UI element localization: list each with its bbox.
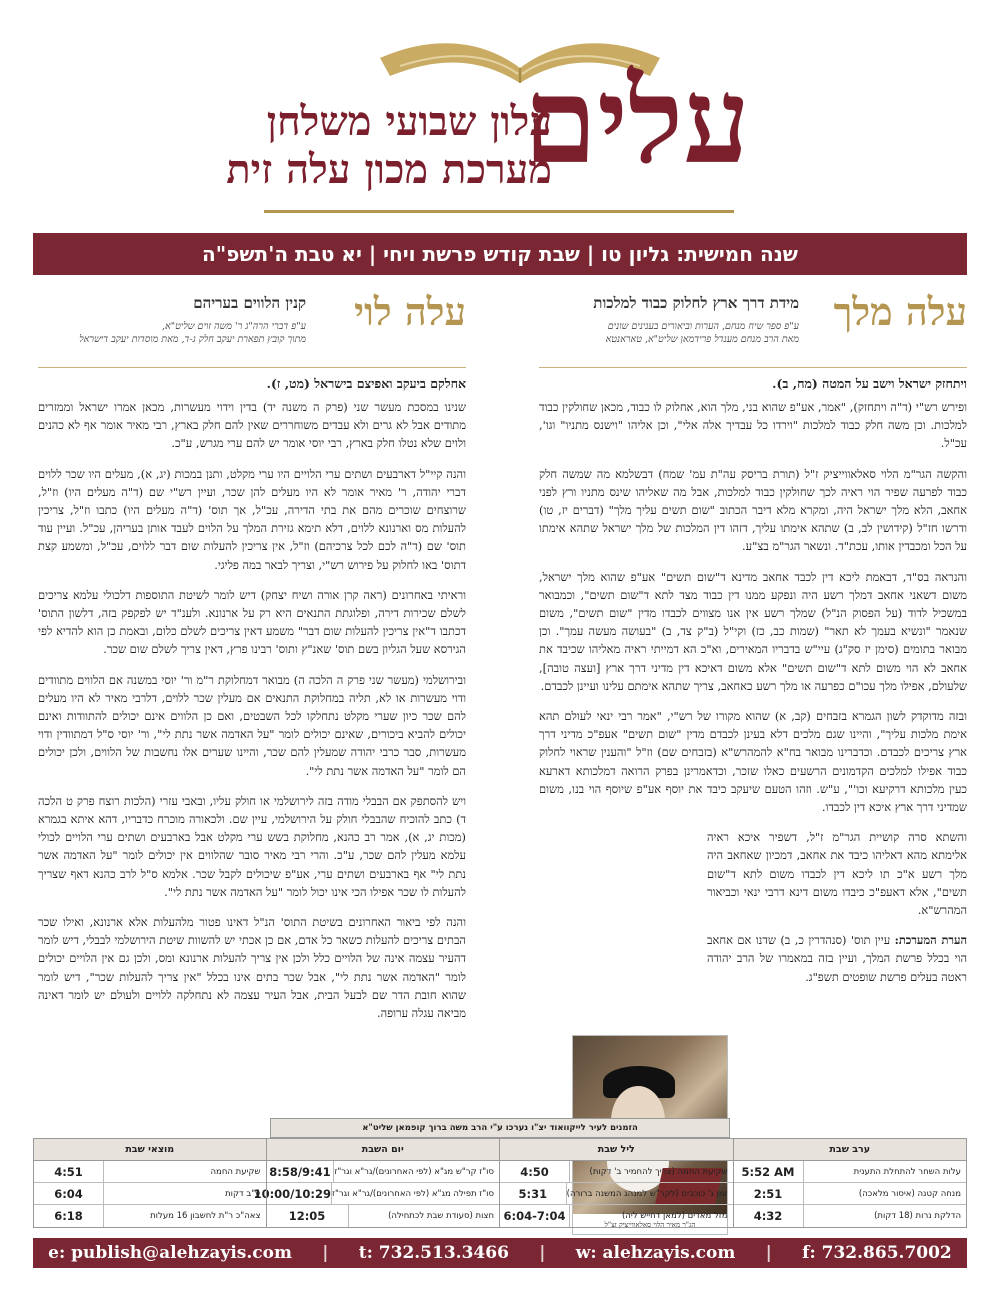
editor-note [707,931,967,986]
zmanim-column-motzei-shabbos [33,1138,267,1228]
fax-number: f: 732.865.7002 [802,1243,952,1263]
issue-banner: שנה חמישית: גליון טו | שבת קודש פרשת ויחי | יא טבת ה'תשפ"ה [33,233,967,275]
zmanim-table [33,1118,967,1228]
editor-note-label: הערת המערכת: [894,933,967,948]
portrait-caption: הג"ר מאיר הלוי סאלאווייציק זצ"ל [604,1221,696,1229]
article-verse: אחלקם ביעקב ואפיצם בישראל (מט, ז). [266,376,466,391]
website-link[interactable]: w: alehzayis.com [575,1243,736,1263]
zman-time: 10:00/10:29 [254,1183,332,1204]
zman-time: 12:05 [267,1205,349,1227]
table-row [734,1161,967,1183]
email-link[interactable]: e: publish@alehzayis.com [48,1243,292,1263]
article-verse: ויתחזק ישראל וישב על המטה (מח, ב). [772,376,967,391]
paragraph: והשתא סרה קושיית הגר"מ ז"ל, דשפיר איכא ראיה אלימתא מהא דאליהו כיבד את אחאב, דמכיון שאחאב היה מלך רשע א"כ תו ליכא דין לכבדו משום לתא ד"שום תשים", אלא דאעפ"כ כיבדו משום דינא דרבי ינאי וכביאור המהרש"א. [707,830,967,918]
logo-divider [264,210,734,213]
article-source-line1: ע"פ דברי הרה"ג ר' משה זוים שליט"א, [162,321,306,332]
paragraph: שנינו במסכת מעשר שני (פרק ה משנה יד) בדין וידוי מעשרות, מכאן אמרו ישראל וממזרים מתודים אבל לא גרים ולא עבדים משוחררים שאין להם חלק בארץ, רבי מאיר אומר אף לא כהנים ולוים שלא נטלו חלק בארץ, רבי יוסי אומר יש להם ערי מגרש, ע"כ. [38,400,466,451]
footer-separator: | [765,1243,772,1263]
zman-time: 4:51 [34,1161,104,1182]
paragraph: והקשה הגר"מ הלוי סאלאווייציק ז"ל (תורת בריסק עה"ת עמ' שמח) דבשלמא מה שמשה חלק כבוד לפרעה שפיר הוי ראיה לכך שחולקין כבוד למלכות, אבל מה שאליהו שינס מתניו ורץ לפני אחאב, הלא מלך ישראל היה, ומקרא מלא דיבר הכתוב "שום תשים עליך מלך" (דברים יז, טו) ודרשו חז"ל (קידושין לב, ב) שתהא אימתו עליך, דזהו דין המלכות של מלך ישראל שתהא אימתו על הכל ומכבדין אותו, עכת"ד. ונשאר הגר"מ בצ"ע. [539,466,967,554]
paragraph: והנה קיי"ל דארבעים ושתים ערי הלויים היו ערי מקלט, ותנן במכות (יג, א), מעלים היו שכר ללוים דברי יהודה, ר' מאיר אומר לא היו מעלים להן שכר, ועיין רש"י שם (ד"ה מעלים היו) וז"ל, שרוצחים שוכרים מהם את בתי הדירה, עכ"ל, אך תוס' (ד"ה מעלים היו) כתבו וז"ל, צריכין להעלות מס וארנונא ללוים, דלא תימא גזירת המלך על הלוים לעבד אותן בעריהן, עכ"ל. ועיין עוד תוס' שם (ד"ה לכם לכל צרכיהם) וז"ל, אין צריכין להעלות שום דבר ללוים, עכ"ל, ומשמע קצת דתוס' באו לחלוק על פירוש רש"י, וצריך לבאר במה פליגי. [38,466,466,572]
paragraph: והנה לפי ביאור האחרונים בשיטת התוס' הנ"ל דאינו פטור מלהעלות אלא ארנונא, ואילו שכר הבתים צריכים להעלות כשאר כל אדם, אם כן אכתי יש להשוות שיטת הירושלמי לבבלי, דיש לומר דהעיר עצמה אינה של הלויים כלל ולכן אין צריך להעלות ארנונא ומס, ולכן גם אין הלויים יכולים לומר "האדמה אשר נתת לי", אבל שכר בתים אינו בכלל "אין צריך להעלות שכר", דיש לומר שהוא חובת הדר שם לבעל הבית, אבל העיר עצמה לא נתחלקה ללויים ולעולם יש לומר דאינה מביאה עגלה ערופה. [38,915,466,1021]
zman-time: 4:50 [500,1161,570,1182]
footer-separator: | [539,1243,546,1263]
zman-label: הדלקת נרות (18 דקות) [874,1211,961,1221]
article-header [38,290,466,368]
zman-label: סו"ז תפילה מג"א (לפי האחרונים)/גר"א וגר"ז [332,1189,494,1199]
table-row [34,1161,266,1183]
zman-time: 5:31 [500,1183,567,1204]
zmanim-column-title: יום השבת [267,1139,500,1161]
zman-label: שקיעת החמה [210,1167,261,1177]
zman-time: 2:51 [734,1183,804,1204]
zman-label: ע"ב דקות [225,1189,261,1199]
table-row [734,1183,967,1205]
footer-separator: | [322,1243,329,1263]
table-row [500,1161,733,1183]
zman-label: מנחה קטנה (איסור מלאכה) [858,1189,961,1199]
zmanim-column-title: ערב שבת [734,1139,967,1161]
phone-number[interactable]: t: 732.513.3466 [358,1243,509,1263]
zmanim-column-yom-shabbos [253,1138,501,1228]
tagline-weekly: עלון שבועי משלחן [266,98,552,145]
table-row [267,1205,500,1227]
paragraph: ופירש רש"י (ד"ה ויתחזק), "אמר, אע"פ שהוא בני, מלך הוא, אחלוק לו כבוד, מכאן שחולקין כבוד למלכות. וכן משה חלק כבוד למלכות "וירדו כל עבדיך אלה אלי", וכן אליהו "וישנס מתניו" וגו', עכ"ל. [539,400,967,451]
zman-time: 8:58/9:41 [267,1161,335,1182]
zmanim-column-erev-shabbos [734,1138,968,1228]
section-logo: עלה לוי [354,289,466,334]
tagline-publisher: מערכת מכון עלה זית [226,146,552,193]
table-row [34,1183,266,1205]
article-source [79,320,306,346]
zmanim-column-leil-shabbos [500,1138,734,1228]
logo-title: עלים [523,51,750,190]
zman-label: מזל מאדים (למאן דחייש ליה) [621,1211,728,1221]
zmanim-column-title: מוצאי שבת [34,1139,266,1161]
masthead [0,0,1000,225]
zman-time: 6:18 [34,1205,104,1227]
article-source-line2: מאת הרב מנחם מענדל פרידמאן שליט"א, טאראנטא [605,334,799,345]
article-title: קנין הלווים בעריהם [193,294,306,312]
zman-label: שקיעת החמה (צריך להחמיר ב' דקות) [589,1167,728,1177]
zman-time: 4:32 [734,1205,804,1227]
zmanim-header: הזמנים לעיר לייקוואוד יצ"ו נערכו ע"י הרב משה ברוך קופמאן שליט"א [270,1118,730,1138]
article-title: מידת דרך ארץ לחלוק כבוד למלכות [593,294,799,312]
zman-time: 6:04 [34,1183,104,1204]
article-header [539,290,967,368]
zman-label: סו"ז קר"ש מג"א (לפי האחרונים)/גר"א וגר"ז [334,1167,494,1177]
table-row [34,1205,266,1227]
paragraph: ויש להסתפק אם הבבלי מודה בזה לירושלמי או חולק עליו, ובאבי עזרי (הלכות רוצח פרק ט הלכה ד) כתב להוכיח שהבבלי חולק על הירושלמי, עיין שם. ולכאורה מוכרח כדבריו, דהא איתא בגמרא (מכות יג, א), אמר רב כהנא, מחלוקת בשש ערי מקלט אבל בארבעים ושתים ערי הלויים לכולי עלמא מעלין להם שכר, ע"כ. והרי רבי מאיר סובר שהלווים אין יכולים לומר "על האדמה אשר נתת לי" אף בארבעים ושתים ערי, אע"פ שיכולים לקבל שכר. אלמא ס"ל לרב כהנא דאף שצריך להעלות לו שכר אפילו הכי אינו יכול לומר "על האדמה אשר נתת לי". [38,793,466,899]
zman-label: חצות (סעודת שבת לכתחילה) [388,1211,494,1221]
table-row [734,1205,967,1227]
article-aleh-levi [38,290,466,1034]
editor-note-text: עיין תוס' (סנהדרין כ, ב) שדנו אם אחאב הוי בכלל פרשת המלך, ועיין בזה במאמרו של הרב יהודה ראטה בעלים פרשת שופטים תשפ"ג. [707,933,967,984]
article-source [606,320,799,346]
section-logo: עלה מלך [833,289,967,334]
zman-label: זמן ג' כוכבים (לקר"ש למנהג המשנה ברורה) [566,1189,728,1199]
contact-footer [33,1238,967,1268]
table-row [500,1205,733,1227]
article-source-line1: ע"פ ספר שיח מנחם, הערות וביאורים בענינים שונים [607,321,799,332]
paragraph: וראיתי באחרונים (ראה קרן אורה ושיח יצחק) דיש לומר לשיטת התוספות דלכולי עלמא צריכים לשלם שכירות דירה, ופלוגתת התנאים היא רק על ארנונא. ולענ"ד יש לפקפק בזה, דלשון התוס' דכתבו ד"אין צריכין להעלות שום דבר" משמע דאין צריכים לשלם כלום, ובאמת כן הוא להדיא לפי הגירסא שעל הגליון בשם תוס' שאנ"ץ ותוס' רבינו פרץ, דאין צריך לשלם שום שכר. [38,587,466,657]
article-source-line2: מתוך קובץ תפארת יעקב חלק ג-ד, מאת מוסדות יעקב דישראל [79,334,306,345]
zmanim-column-title: ליל שבת [500,1139,733,1161]
paragraph: והנראה בס"ד, דבאמת ליכא דין לכבד אחאב מדינא ד"שום תשים" אע"פ שהוא מלך ישראל, משום דשאני אחאב דמלך רשע היה ונפקע ממנו דין כבוד מצד לתא ד"שום תשים", וכמבואר במשכיל לדוד (על הפסוק הנ"ל) שמלך רשע אין אנו מצווים לכבדו מדין "שום תשים", משום שנאמר "ונשיא בעמך לא תאר" (שמות כב, כז) וקי"ל (ב"ק צד, ב) "בעושה מעשה עמך". וכן מבואר בתומים (סימן יז סק"ג) עיי"ש בדבריו המאירים, וא"כ הא דמייתי ראיה מאליהו שכיבד את אחאב לא הוי משום לתא ד"שום תשים" אלא משום דאיכא דין מדיני דרך ארץ [ועצה טובה], שלעולם, אפילו מלך עכו"ם כפרעה או מלך רשע כאחאב, צריך שתהא אימתם עלינו ועיינן לכבדם. [539,569,967,693]
table-row [253,1183,500,1205]
zmanim-columns [33,1138,967,1228]
paragraph: ובזה מדוקדק לשון הגמרא בזבחים (קב, א) שהוא מקורו של רש"י, "אמר רבי ינאי לעולם תהא אימת מלכות עליך", והיינו שגם מלכים דלא בעינן לכבדם מדין "שום תשים" אעפ"כ מדיני דרך ארץ צריכים לכבדם. וכדברינו מבואר בח"א להמהרש"א (בזבחים שם) וז"ל "והענין שראוי לחלוק כבוד אפילו למלכים הקדמונים הרשעים כאלו שזכר, וכדאמרינן בפרק הרואה דמלכותא דארעא כעין מלכותא דרקיעא וכו'", ע"ש. וזהו הטעם שיעקב כיבד את יוסף אע"פ שיוסף הוי בנו, משום שמדיני דרך ארץ איכא דין לכבדו. [539,709,967,815]
table-row [267,1161,500,1183]
zman-label: צאה"כ ר"ת לחשבון 16 מעלות [150,1211,261,1221]
table-row [500,1183,733,1205]
zman-time: 5:52 AM [734,1161,804,1182]
article-aleh-melech [539,290,967,998]
paragraph: ובירושלמי (מעשר שני פרק ה הלכה ה) מבואר דמחלוקת ר"מ ור' יוסי במשנה אם הלווים מתוודים ודוי מעשרות או לא, תליה במחלוקת התנאים אם מעלין שכר ללוים, דלרבי מאיר לא היו מעלים להם שכר כיון שערי מקלט נתחלקו לכל השבטים, ואם כן הלווים אינם יכולים להתוודות ואינם יכולים להביא ביכורים, שאינם יכולים לומר "על האדמה אשר נתת לי", ור' יוסי ס"ל דמתוודין ודוי מעשרות, סבר כרבי יהודה שמעלין להם שכר, והיינו שערים אלו נחשבות של הלווים, ולכן יכולים הם לומר "על האדמה אשר נתת לי". [38,672,466,778]
zman-label: עלות השחר להתחלת התענית [853,1167,961,1177]
zman-time: 6:04-7:04 [500,1205,570,1227]
